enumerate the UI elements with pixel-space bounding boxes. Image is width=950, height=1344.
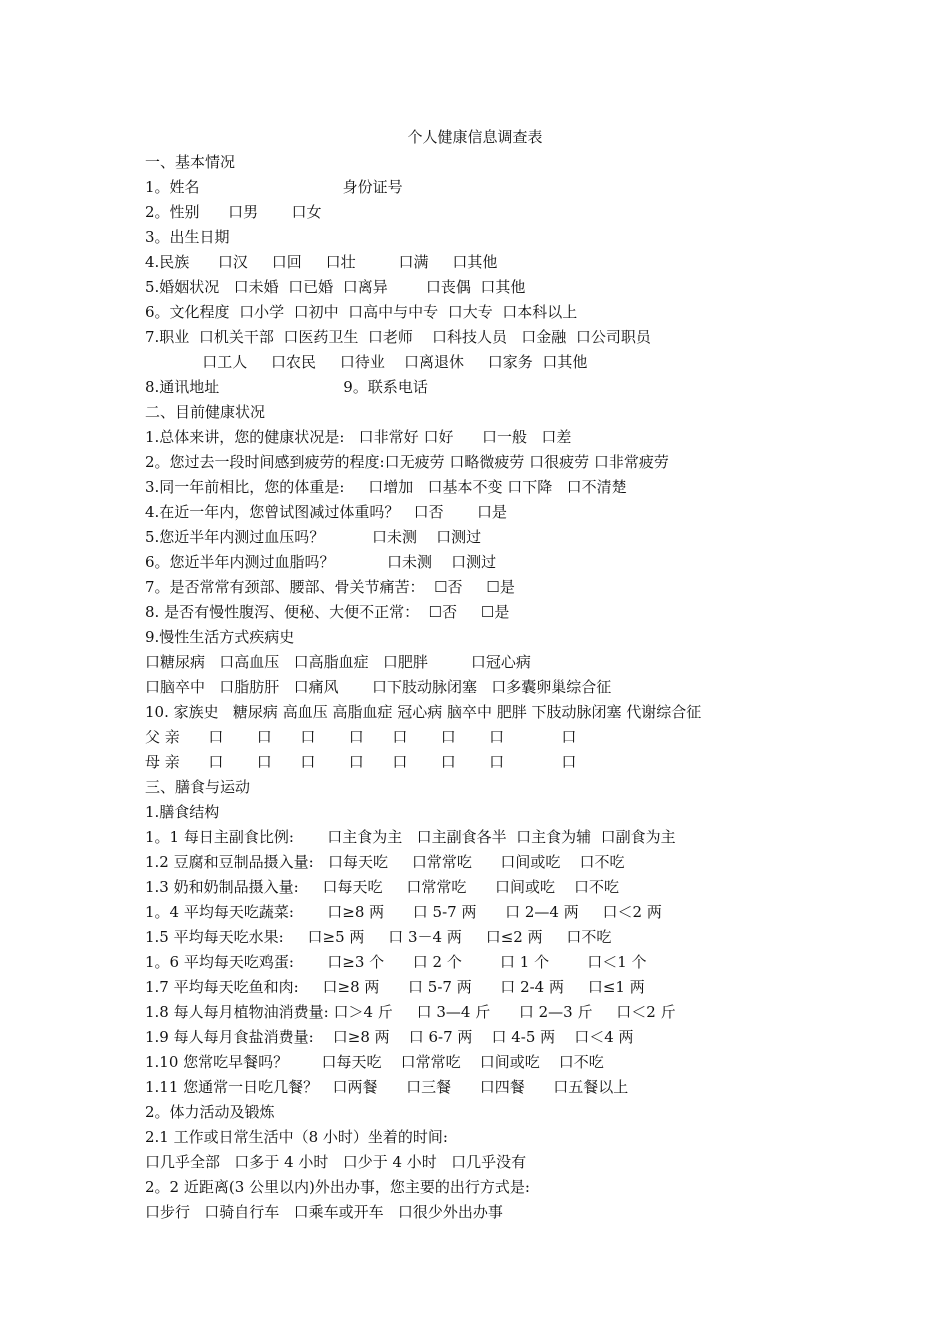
- survey-line: 1.膳食结构: [145, 803, 220, 821]
- survey-line: 一、基本情况: [145, 153, 236, 171]
- survey-line: 口几乎全部 口多于 4 小时 口少于 4 小时 口几乎没有: [145, 1153, 527, 1171]
- survey-line: 1。姓名 身份证号: [145, 178, 403, 196]
- survey-line: 1.5 平均每天吃水果: 口≥5 两 口 3－4 两 口≤2 两 口不吃: [145, 928, 612, 946]
- survey-line: 5.您近半年内测过血压吗？ 口未测 口测过: [145, 528, 482, 546]
- survey-line: 8. 是否有慢性腹泻、便秘、大便不正常： ☐否 ☐是: [145, 603, 510, 621]
- survey-line: 口工人 口农民 口待业 口离退休 口家务 口其他: [145, 353, 588, 371]
- survey-line: 口糖尿病 口高血压 口高脂血症 口肥胖 口冠心病: [145, 653, 531, 671]
- survey-line: 2.1 工作或日常生活中（8 小时）坐着的时间:: [145, 1128, 448, 1146]
- survey-line: 7.职业 口机关干部 口医药卫生 口老师 口科技人员 口金融 口公司职员: [145, 328, 651, 346]
- survey-line: 5.婚姻状况 口未婚 口已婚 口离异 口丧偶 口其他: [145, 278, 526, 296]
- survey-line: 1.2 豆腐和豆制品摄入量: 口每天吃 口常常吃 口间或吃 口不吃: [145, 853, 625, 871]
- survey-line: 3。出生日期: [145, 228, 230, 246]
- survey-line: 7。是否常常有颈部、腰部、骨关节痛苦： ☐否 ☐是: [145, 578, 515, 596]
- survey-line: 1.7 平均每天吃鱼和肉: 口≥8 两 口 5-7 两 口 2-4 两 口≤1 两: [145, 978, 645, 996]
- survey-line: 6。您近半年内测过血脂吗？ 口未测 口测过: [145, 553, 497, 571]
- survey-line: 口步行 口骑自行车 口乘车或开车 口很少外出办事: [145, 1203, 503, 1221]
- survey-line: 2。体力活动及锻炼: [145, 1103, 275, 1121]
- survey-line: 2。2 近距离(3 公里以内)外出办事，您主要的出行方式是:: [145, 1178, 530, 1196]
- survey-line: 1。6 平均每天吃鸡蛋: 口≥3 个 口 2 个 口 1 个 口＜1 个: [145, 953, 647, 971]
- survey-line: 父 亲 口 口 口 口 口 口 口 口: [145, 728, 577, 746]
- survey-line: 1.总体来讲，您的健康状况是: 口非常好 口好 口一般 口差: [145, 428, 572, 446]
- survey-line: 二、目前健康状况: [145, 403, 266, 421]
- survey-line: 母 亲 口 口 口 口 口 口 口 口: [145, 753, 577, 771]
- survey-line: 2。性别 口男 口女: [145, 203, 322, 221]
- survey-line: 1.9 每人每月食盐消费量: 口≥8 两 口 6-7 两 口 4-5 两 口＜4 两: [145, 1028, 634, 1046]
- survey-line: 1.10 您常吃早餐吗？ 口每天吃 口常常吃 口间或吃 口不吃: [145, 1053, 604, 1071]
- survey-line: 6。文化程度 口小学 口初中 口高中与中专 口大专 口本科以上: [145, 303, 578, 321]
- survey-line: 1.3 奶和奶制品摄入量: 口每天吃 口常常吃 口间或吃 口不吃: [145, 878, 620, 896]
- survey-line: 1。1 每日主副食比例: 口主食为主 口主副食各半 口主食为辅 口副食为主: [145, 828, 676, 846]
- survey-lines: [145, 150, 925, 1225]
- survey-line: 9.慢性生活方式疾病史: [145, 628, 295, 646]
- survey-line: 8.通讯地址 9。联系电话: [145, 378, 428, 396]
- survey-line: 三、膳食与运动: [145, 778, 251, 796]
- survey-line: 4.民族 口汉 口回 口壮 口满 口其他: [145, 253, 498, 271]
- document-title: 个人健康信息调查表: [407, 128, 543, 146]
- survey-line: 口脑卒中 口脂肪肝 口痛风 口下肢动脉闭塞 口多囊卵巢综合征: [145, 678, 612, 696]
- survey-line: 1.8 每人每月植物油消费量: 口＞4 斤 口 3—4 斤 口 2—3 斤 口＜2 斤: [145, 1003, 676, 1021]
- survey-line: 4.在近一年内，您曾试图减过体重吗？ 口否 口是: [145, 503, 507, 521]
- survey-line: 3.同一年前相比，您的体重是: 口增加 口基本不变 口下降 口不清楚: [145, 478, 627, 496]
- survey-line: 10. 家族史 糖尿病 高血压 高脂血症 冠心病 脑卒中 肥胖 下肢动脉闭塞 代谢综合征: [145, 703, 702, 721]
- survey-line: 1。4 平均每天吃蔬菜: 口≥8 两 口 5-7 两 口 2—4 两 口＜2 两: [145, 903, 662, 921]
- survey-line: 1.11 您通常一日吃几餐？ 口两餐 口三餐 口四餐 口五餐以上: [145, 1078, 629, 1096]
- survey-line: 2。您过去一段时间感到疲劳的程度:口无疲劳 口略微疲劳 口很疲劳 口非常疲劳: [145, 453, 669, 471]
